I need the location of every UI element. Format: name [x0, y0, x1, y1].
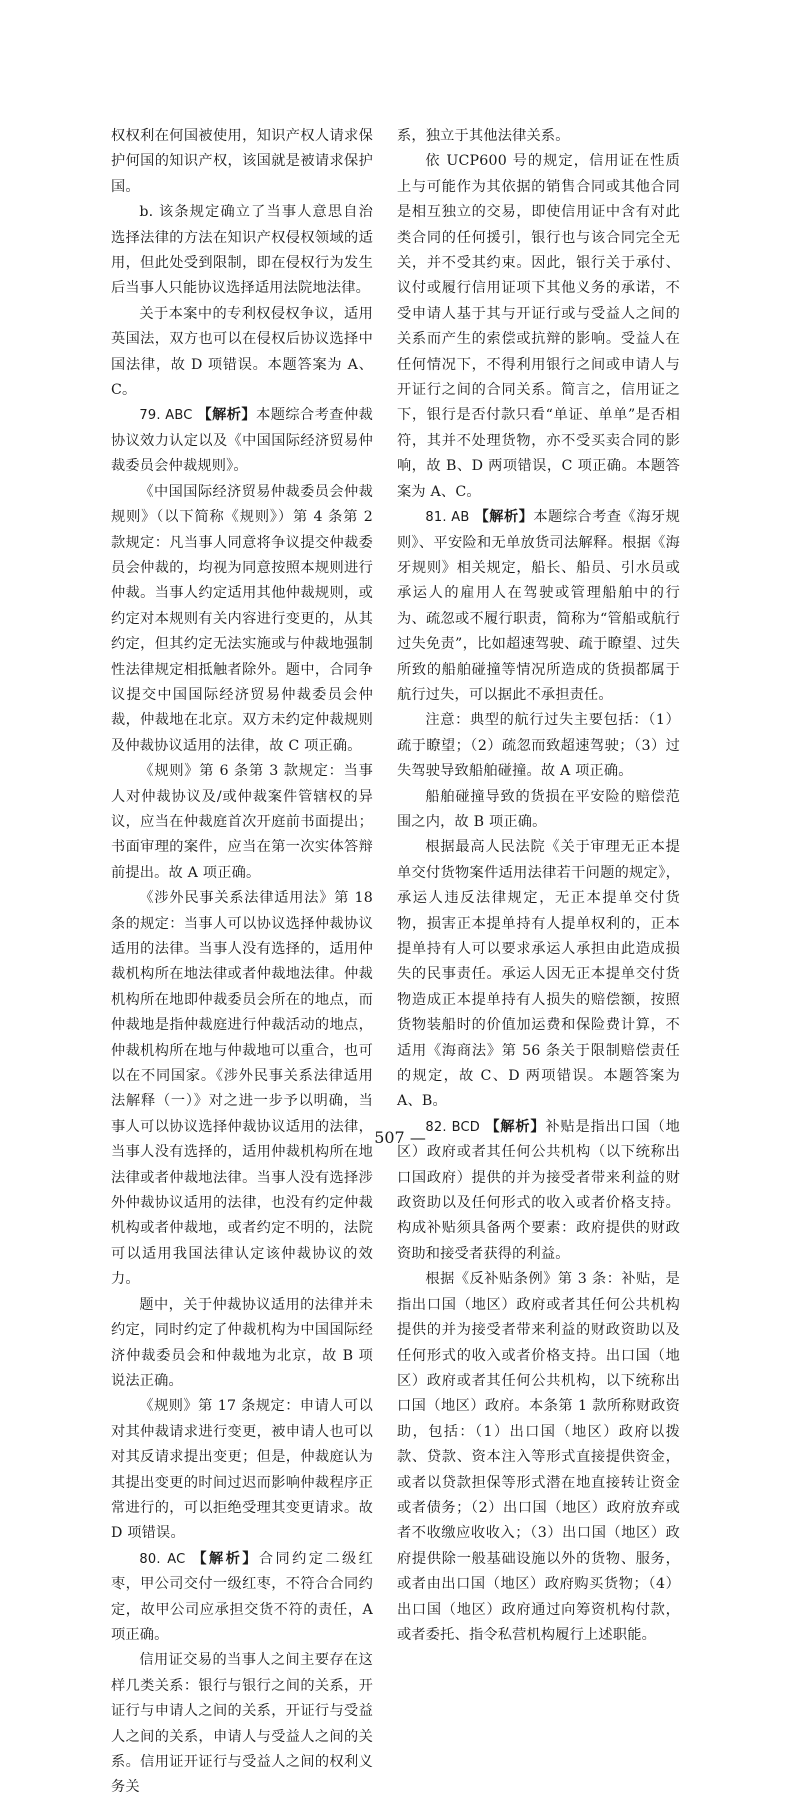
paragraph: 题中，关于仲裁协议适用的法律并未约定，同时约定了仲裁机构为中国国际经济仲裁委员会和仲裁地为北京，故 B 项说法正确。 — [111, 1296, 373, 1389]
analysis-tag: 【解析】 — [192, 1550, 259, 1567]
paragraph: 系，独立于其他法律关系。 — [397, 128, 570, 144]
analysis-text: 本题综合考查《海牙规则》、平安险和无单放货司法解释。根据《海牙规则》相关规定，船长、船员、引水员或承运人的雇用人在驾驶或管理船舶中的行为、疏忽或不履行职责，简称为“管船或航行过失免责”，比如超速驾驶、疏于瞭望、过失所致的船舶碰撞等情况所造成的货损都属于航行过失，可以据此不承担责任。 — [397, 509, 680, 703]
question-number: 80. AC — [139, 1551, 186, 1567]
paragraph: 权权利在何国被使用，知识产权人请求保护何国的知识产权，该国就是被请求保护国。 — [111, 128, 373, 195]
left-column — [111, 124, 373, 1801]
paragraph: 依 UCP600 号的规定，信用证在性质上与可能作为其依据的销售合同或其他合同是相互独立的交易，即使信用证中含有对此类合同的任何援引，银行也与该合同完全无关，并不受其约束。因此，银行关于承付、议付或履行信用证项下其他义务的承诺，不受申请人基于其与开证行或与受益人之间的关系而产生的索偿或抗辩的影响。受益人在任何情况下，不得利用银行之间或申请人与开证行之间的合同关系。简言之，信用证之下，银行是否付款只看“单证、单单”是否相符，其并不处理货物，亦不受买卖合同的影响，故 B、D 两项错误，C 项正确。本题答案为 A、C。 — [397, 153, 680, 500]
question-number: 81. AB — [425, 510, 470, 526]
right-column — [397, 124, 680, 1648]
page-number: 507 — — [374, 1128, 426, 1147]
analysis-tag: 【解析】 — [197, 407, 257, 424]
paragraph: 《规则》第 6 条第 3 款规定：当事人对仲裁协议及/或仲裁案件管辖权的异议，应当在仲裁庭首次开庭前书面提出；书面审理的案件，应当在第一次实体答辩前提出。故 A 项正确。 — [111, 763, 373, 881]
analysis-text: 本题综合考查仲裁协议效力认定以及《中国国际经济贸易仲裁委员会仲裁规则》。 — [111, 407, 373, 475]
answer-79 — [111, 403, 373, 479]
paragraph: 《中国国际经济贸易仲裁委员会仲裁规则》（以下简称《规则》）第 4 条第 2 款规定：凡当事人同意将争议提交仲裁委员会仲裁的，均视为同意按照本规则进行仲裁。当事人约定适用其他仲裁规则，或约定对本规则有关内容进行变更的，从其约定，但其约定无法实施或与仲裁地强制性法律规定相抵触者除外。题中，合同争议提交中国国际经济贸易仲裁委员会仲裁，仲裁地在北京。双方未约定仲裁规则及仲裁协议适用的法律，故 C 项正确。 — [111, 483, 373, 754]
paragraph: 注意：典型的航行过失主要包括：（1）疏于瞭望；（2）疏忽而致超速驾驶；（3）过失驾驶导致船舶碰撞。故 A 项正确。 — [397, 712, 680, 780]
question-number: 82. BCD — [425, 1119, 481, 1135]
analysis-tag: 【解析】 — [485, 1118, 546, 1135]
answer-80 — [111, 1547, 373, 1649]
paragraph: 船舶碰撞导致的货损在平安险的赔偿范围之内，故 B 项正确。 — [397, 788, 680, 830]
paragraph: 关于本案中的专利权侵权争议，适用英国法，双方也可以在侵权后协议选择中国法律，故 D 项错误。本题答案为 A、C。 — [111, 305, 373, 399]
question-number: 79. ABC — [139, 408, 193, 424]
paragraph: 根据最高人民法院《关于审理无正本提单交付货物案件适用法律若干问题的规定》，承运人违反法律规定，无正本提单交付货物，损害正本提单持有人提单权利的，正本提单持有人可以要求承运人承担由此造成损失的民事责任。承运人因无正本提单交付货物造成正本提单持有人损失的赔偿额，按照货物装船时的价值加运费和保险费计算，不适用《海商法》第 56 条关于限制赔偿责任的规定，故 C、D 两项错误。本题答案为 A、B。 — [397, 839, 680, 1110]
paragraph: 《涉外民事关系法律适用法》第 18 条的规定：当事人可以协议选择仲裁协议适用的法律。当事人没有选择的，适用仲裁机构所在地法律或者仲裁地法律。仲裁机构所在地即仲裁委员会所在的地点，而仲裁地是指仲裁庭进行仲裁活动的地点，仲裁机构所在地与仲裁地可以重合，也可以在不同国家。《涉外民事关系法律适用法解释（一）》对之进一步予以明确，当事人可以协议选择仲裁协议适用的法律，当事人没有选择的，适用仲裁机构所在地法律或者仲裁地法律。当事人没有选择涉外仲裁协议适用的法律，也没有约定仲裁机构或者仲裁地，或者约定不明的，法院可以适用我国法律认定该仲裁协议的效力。 — [111, 890, 373, 1288]
analysis-text: 补贴是指出口国（地区）政府或者其任何公共机构（以下统称出口国政府）提供的并为接受者带来利益的财政资助以及任何形式的收入或者价格支持。构成补贴须具备两个要素：政府提供的财政资助和接受者获得的利益。 — [397, 1118, 680, 1262]
paragraph: 根据《反补贴条例》第 3 条：补贴，是指出口国（地区）政府或者其任何公共机构提供的并为接受者带来利益的财政资助以及任何形式的收入或者价格支持。出口国（地区）政府或者其任何公共机构，以下统称出口国（地区）政府。本条第 1 款所称财政资助，包括：（1）出口国（地区）政府以拨款、贷款、资本注入等形式直接提供资金，或者以贷款担保等形式潜在地直接转让资金或者债务；（2）出口国（地区）政府放弃或者不收缴应收收入；（3）出口国（地区）政府提供除一般基础设施以外的货物、服务，或者由出口国（地区）政府购买货物；（4）出口国（地区）政府通过向筹资机构付款，或者委托、指令私营机构履行上述职能。 — [397, 1271, 680, 1643]
answer-81 — [397, 505, 680, 708]
analysis-tag: 【解析】 — [474, 509, 534, 526]
paragraph: b. 该条规定确立了当事人意思自治选择法律的方法在知识产权侵权领域的适用，但此处受到限制，即在侵权行为发生后当事人只能协议选择适用法院地法律。 — [111, 204, 373, 297]
paragraph: 《规则》第 17 条规定：申请人可以对其仲裁请求进行变更，被申请人也可以对其反请求提出变更；但是，仲裁庭认为其提出变更的时间过迟而影响仲裁程序正常进行的，可以拒绝受理其变更请求。故 D 项错误。 — [111, 1398, 373, 1542]
analysis-text: 合同约定二级红枣，甲公司交付一级红枣，不符合合同约定，故甲公司应承担交货不符的责任，A 项正确。 — [111, 1550, 374, 1643]
paragraph: 信用证交易的当事人之间主要存在这样几类关系：银行与银行之间的关系，开证行与申请人之间的关系，开证行与受益人之间的关系，申请人与受益人之间的关系。信用证开证行与受益人之间的权利义务关 — [111, 1652, 373, 1796]
